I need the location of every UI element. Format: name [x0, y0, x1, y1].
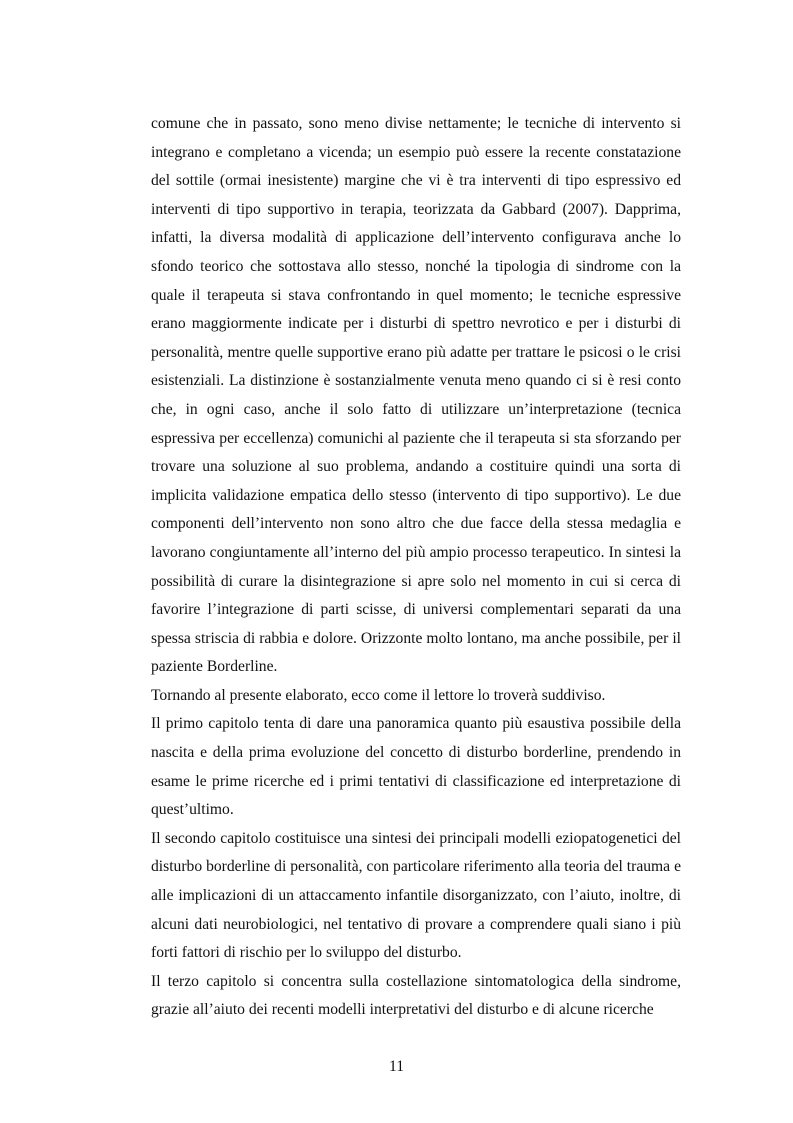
paragraph-integration-techniques: comune che in passato, sono meno divise nettamente; le tecniche di intervento si integrano e completano a vicenda; un esempio può essere la recente constatazione del sottile (ormai inesistente) margine che vi è tra interventi di tipo espressivo ed interventi di tipo supportivo in terapia, teorizzata da Gabbard (2007). Dapprima, infatti, la diversa modalità di applicazione dell’intervento configurava anche lo sfondo teorico che sottostava allo stesso, nonché la tipologia di sindrome con la quale il terapeuta si stava confrontando in quel momento; le tecniche espressive erano maggiormente indicate per i disturbi di spettro nevrotico e per i disturbi di personalità, mentre quelle supportive erano più adatte per trattare le psicosi o le crisi esistenziali. La distinzione è sostanzialmente venuta meno quando ci si è resi conto che, in ogni caso, anche il solo fatto di utilizzare un’interpretazione (tecnica espressiva per eccellenza) comunichi al paziente che il terapeuta si sta sforzando per trovare una soluzione al suo problema, andando a costituire quindi una sorta di implicita validazione empatica dello stesso (intervento di tipo supportivo). Le due componenti dell’intervento non sono altro che due facce della stessa medaglia e lavorano congiuntamente all’interno del più ampio processo terapeutico. In sintesi la possibilità di curare la disintegrazione si apre solo nel momento in cui si cerca di favorire l’integrazione di parti scisse, di universi complementari separati da una spessa striscia di rabbia e dolore. Orizzonte molto lontano, ma anche possibile, per il paziente Borderline. [151, 115, 681, 676]
page-number: 11 [388, 1058, 404, 1075]
paragraph-chapter-three: Il terzo capitolo si concentra sulla costellazione sintomatologica della sindrome, grazie all’aiuto dei recenti modelli interpretativi del disturbo e di alcune ricerche [151, 972, 681, 1019]
paragraph-structure-intro: Tornando al presente elaborato, ecco come il lettore lo troverà suddiviso. [151, 686, 606, 704]
body-text [151, 110, 681, 1025]
paragraph-chapter-one: Il primo capitolo tenta di dare una panoramica quanto più esaustiva possibile della nascita e della prima evoluzione del concetto di disturbo borderline, prendendo in esame le prime ricerche ed i primi tentativi di classificazione ed interpretazione di quest’ultimo. [151, 715, 681, 819]
paragraph-chapter-two: Il secondo capitolo costituisce una sintesi dei principali modelli eziopatogenetici del disturbo borderline di personalità, con particolare riferimento alla teoria del trauma e alle implicazioni di un attaccamento infantile disorganizzato, con l’aiuto, inoltre, di alcuni dati neurobiologici, nel tentativo di provare a comprendere quali siano i più forti fattori di rischio per lo sviluppo del disturbo. [151, 829, 681, 962]
